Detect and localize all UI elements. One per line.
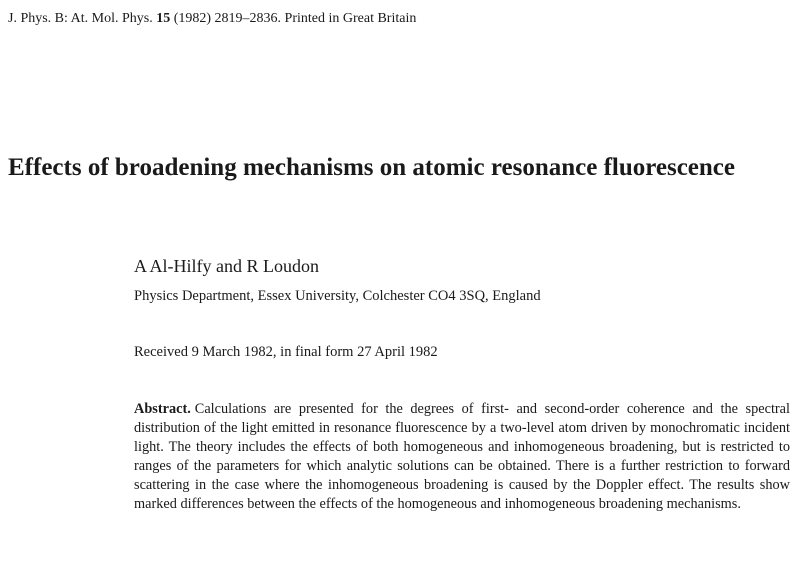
journal-citation (8, 11, 416, 27)
journal-name: J. Phys. B: At. Mol. Phys. (8, 11, 153, 26)
paper-title: Effects of broadening mechanisms on atomic resonance fluorescence (8, 154, 736, 181)
abstract (134, 400, 790, 513)
journal-volume: 15 (156, 11, 171, 26)
journal-details: (1982) 2819–2836. Printed in Great Britain (173, 11, 417, 26)
paper-authors: A Al-Hilfy and R Loudon (134, 256, 319, 276)
received-date: Received 9 March 1982, in final form 27 April 1982 (134, 344, 438, 360)
abstract-text: Calculations are presented for the degrees of first- and second-order coherence and the spectral distribution of the light emitted in resonance fluorescence by a two-level atom driven by monochromatic incident light. The theory includes the effects of both homogeneous and inhomogeneous broadening, but is restricted to ranges of the parameters for which analytic solutions can be obtained. There is a further restriction to forward scattering in the case where the inhomogeneous broadening is caused by the Doppler effect. The results show marked differences between the effects of the homogeneous and inhomogeneous broadening mechanisms. (134, 401, 790, 512)
author-affiliation: Physics Department, Essex University, Colchester CO4 3SQ, England (134, 288, 541, 304)
abstract-label: Abstract. (134, 401, 191, 417)
